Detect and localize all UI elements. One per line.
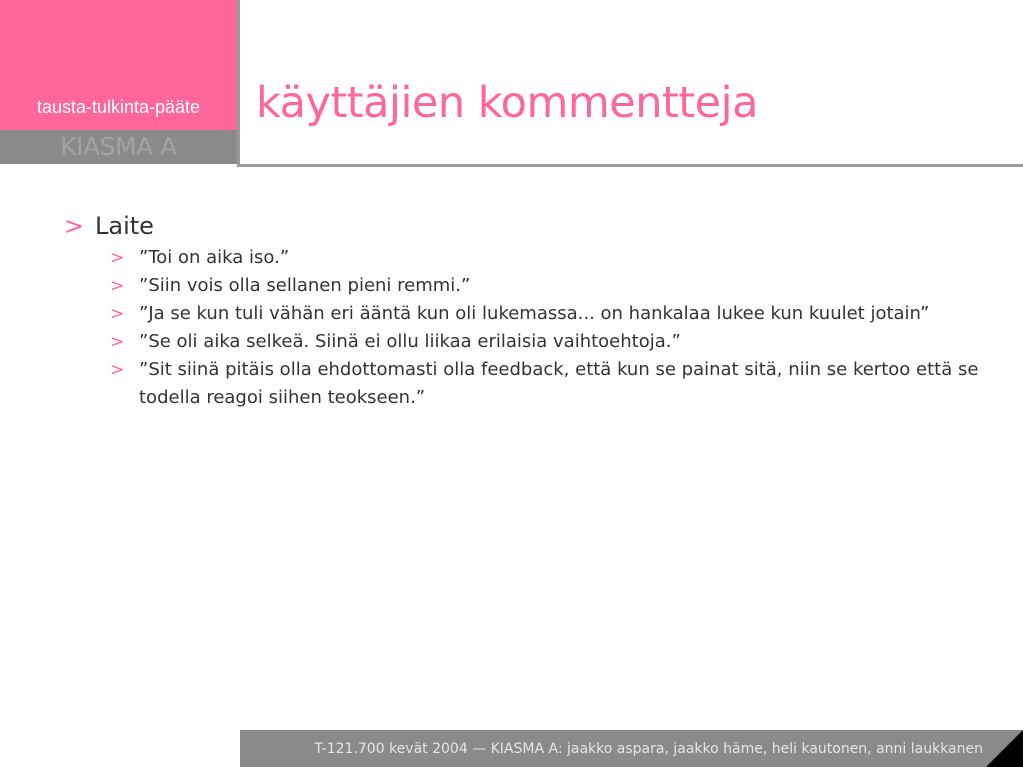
header-divider-vertical [237,0,240,167]
chevron-right-icon: > [110,360,125,380]
comment-text: ”Siin vois olla sellanen pieni remmi.” [139,275,471,296]
footer-text: T-121.700 kevät 2004 — KIASMA A: jaakko aspara, jaakko häme, heli kautonen, anni laukkanen [314,741,983,757]
brand-name: KIASMA A [60,132,177,161]
comment-text: ”Se oli aika selkeä. Siinä ei ollu liikaa erilaisia vaihtoehtoja.” [139,331,681,352]
list-item [110,272,984,300]
comment-text: ”Toi on aika iso.” [139,247,290,268]
chevron-right-icon: > [110,248,125,268]
list-item [110,356,984,412]
comment-list [64,244,984,412]
brand-subtitle: tausta-tulkinta-pääte [36,97,201,117]
list-item [110,244,984,272]
chevron-right-icon: > [110,332,125,352]
comment-text: ”Ja se kun tuli vähän eri ääntä kun oli lukemassa... on hankalaa lukee kun kuulet jotain” [139,303,930,324]
topic-label: Laite [95,212,154,240]
comment-text: ”Sit siinä pitäis olla ehdottomasti olla feedback, että kun se painat sitä, niin se kertoo että se todella reagoi siihen teokseen.” [139,359,979,408]
footer-bar [240,730,1023,767]
chevron-right-icon: > [64,212,85,240]
slide-content [64,210,984,412]
slide-title: käyttäjien kommentteja [256,78,758,128]
topic-item [64,210,984,242]
chevron-right-icon: > [110,276,125,296]
corner-triangle-icon [986,730,1023,767]
list-item [110,300,984,328]
chevron-right-icon: > [110,304,125,324]
list-item [110,328,984,356]
header-divider-horizontal [237,164,1023,167]
